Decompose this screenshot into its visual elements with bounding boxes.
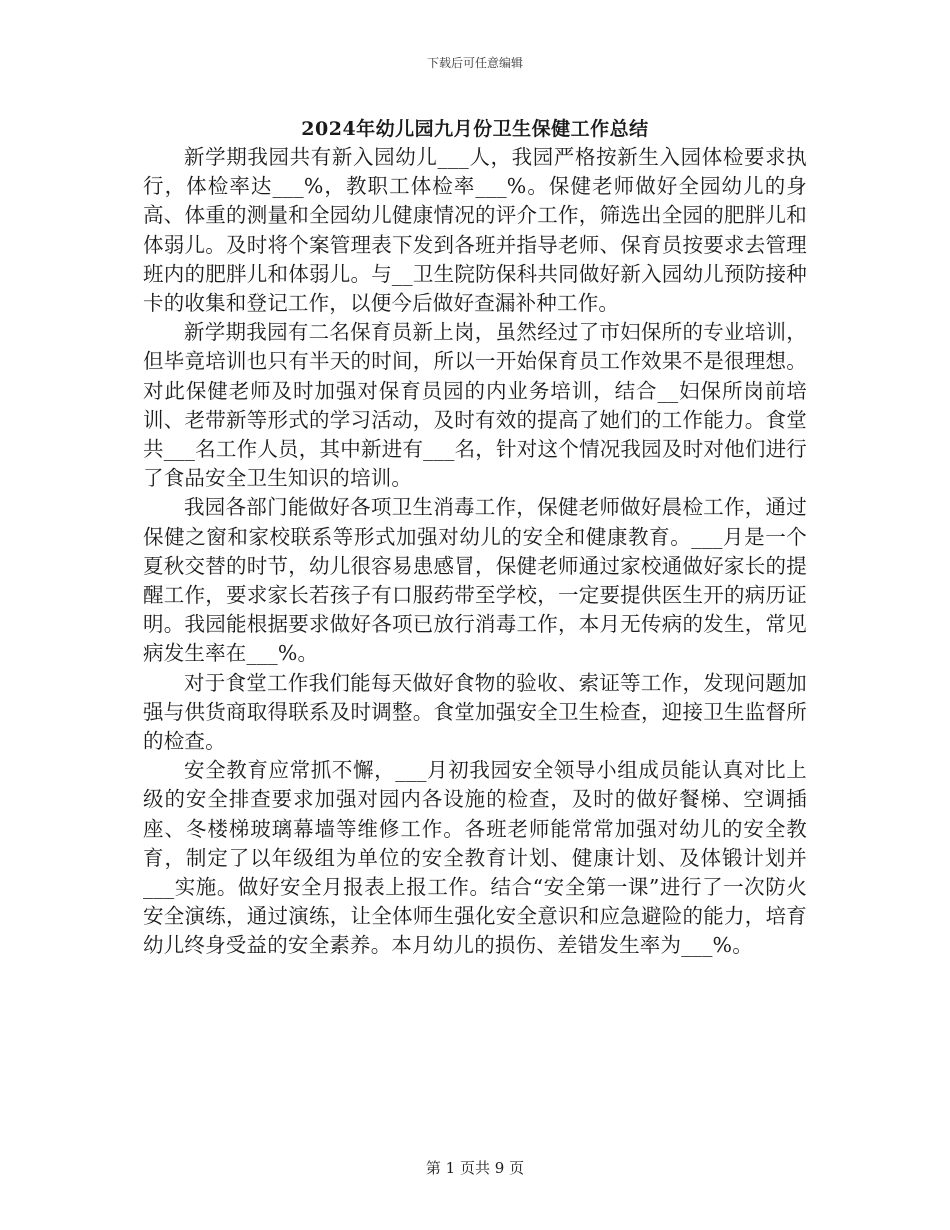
document-title: 2024年幼儿园九月份卫生保健工作总结 [301,118,649,140]
paragraph-3: 我园各部门能做好各项卫生消毒工作，保健老师做好晨检工作，通过保健之窗和家校联系等形式加强对幼儿的安全和健康教育。___月是一个夏秋交替的时节，幼儿很容易患感冒，保健老师通过家校通做好家长的提醒工作，要求家长若孩子有口服药带至学校，一定要提供医生开的病历证明。我园能根据要求做好各项已放行消毒工作，本月无传病的发生，常见病发生率在___%。 [143,495,807,666]
page-footer: 第 1 页共 9 页 [425,1159,525,1177]
paragraph-1: 新学期我园共有新入园幼儿___人，我园严格按新生入园体检要求执行，体检率达___%，教职工体检率___%。保健老师做好全园幼儿的身高、体重的测量和全园幼儿健康情况的评介工作，筛选出全园的肥胖儿和体弱儿。及时将个案管理表下发到各班并指导老师、保育员按要求去管理班内的肥胖儿和体弱儿。与__卫生院防保科共同做好新入园幼儿预防接种卡的收集和登记工作，以便今后做好查漏补种工作。 [143,145,807,316]
paragraph-5: 安全教育应常抓不懈，___月初我园安全领导小组成员能认真对比上级的安全排查要求加强对园内各设施的检查，及时的做好餐梯、空调插座、冬楼梯玻璃幕墙等维修工作。各班老师能常常加强对幼儿的安全教育，制定了以年级组为单位的安全教育计划、健康计划、及体锻计划并___实施。做好安全月报表上报工作。结合“安全第一课”进行了一次防火安全演练，通过演练，让全体师生强化安全意识和应急避险的能力，培育幼儿终身受益的安全素养。本月幼儿的损伤、差错发生率为___%。 [143,758,807,958]
header-note: 下载后可任意编辑 [426,56,523,70]
document-body [143,143,807,961]
paragraph-2: 新学期我园有二名保育员新上岗，虽然经过了市妇保所的专业培训，但毕竟培训也只有半天的时间，所以一开始保育员工作效果不是很理想。对此保健老师及时加强对保育员园的内业务培训，结合__妇保所岗前培训、老带新等形式的学习活动，及时有效的提高了她们的工作能力。食堂共___名工作人员，其中新进有___名，针对这个情况我园及时对他们进行了食品安全卫生知识的培训。 [143,320,807,491]
paragraph-4: 对于食堂工作我们能每天做好食物的验收、索证等工作，发现问题加强与供货商取得联系及时调整。食堂加强安全卫生检查，迎接卫生监督所的检查。 [143,670,807,754]
